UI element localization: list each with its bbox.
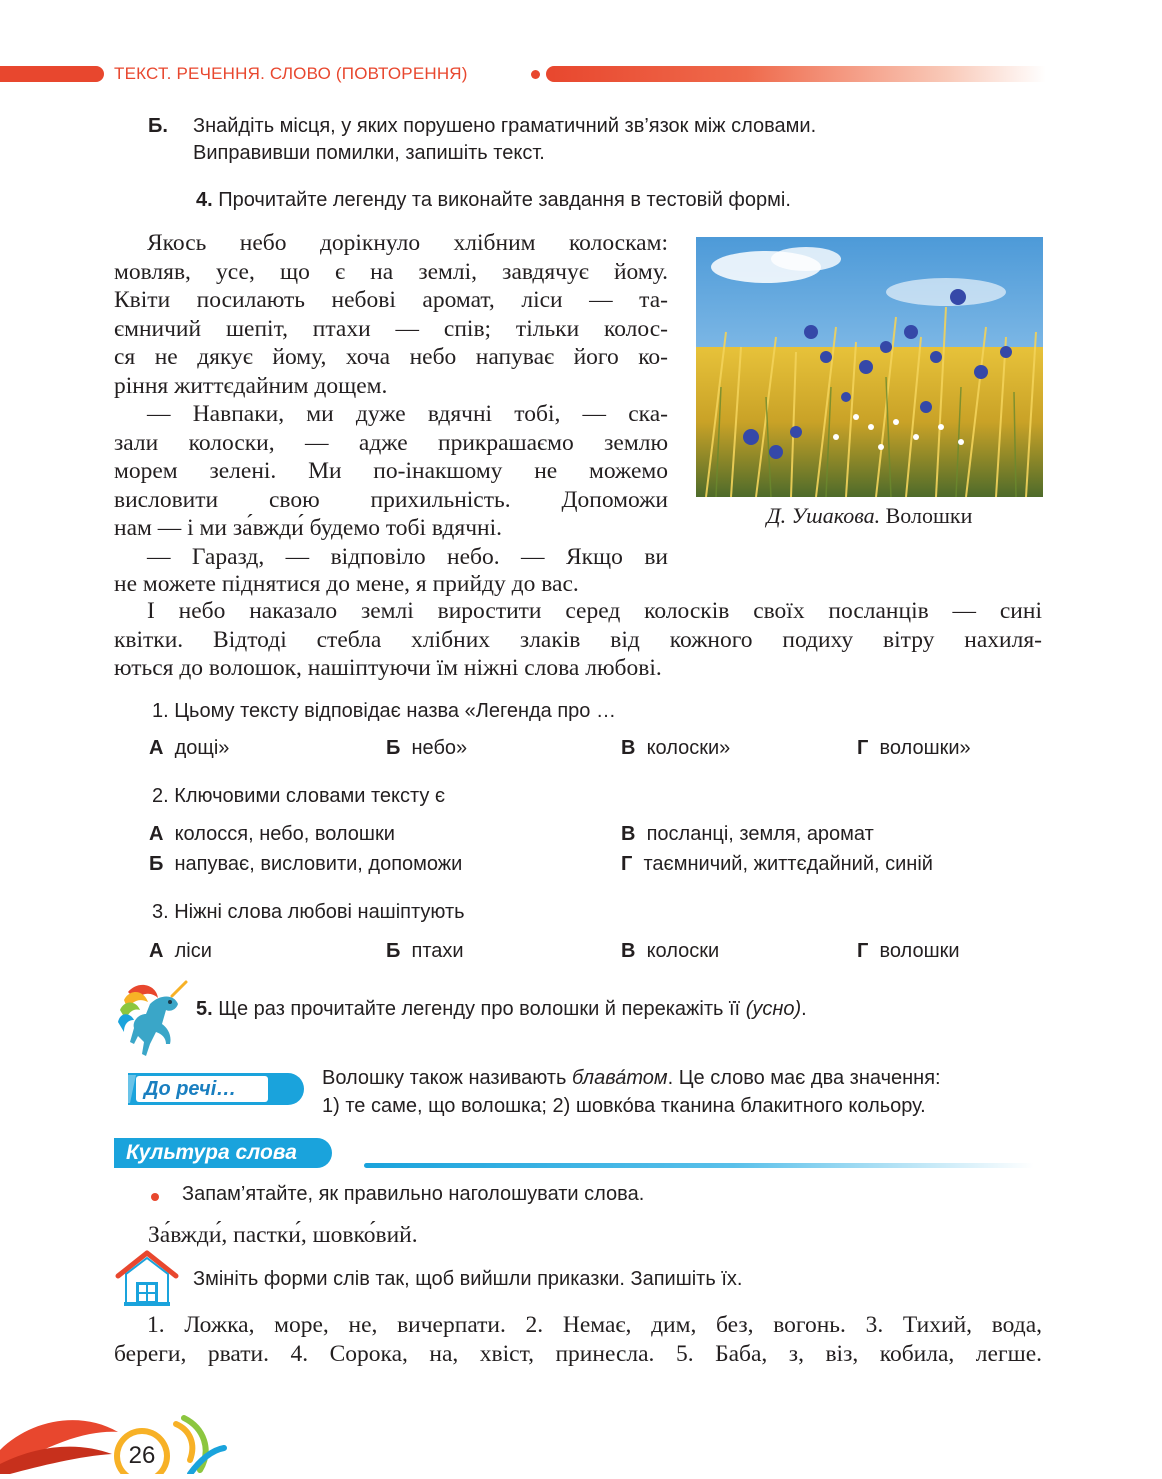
story-line: Квіти посилають небові аромат, ліси — та-: [114, 287, 668, 313]
stress-words: За́вжди́, пастки́, шовко́вий.: [148, 1222, 418, 1248]
task-b-line-2: Виправивши помилки, запишіть текст.: [193, 142, 545, 164]
legend-text-full: [114, 597, 1042, 683]
kultura-slova-label: Культура слова: [126, 1141, 297, 1164]
q1-option-h: Г волошки»: [857, 737, 971, 759]
task-4: [196, 186, 791, 215]
story-line: ріння життєдайним дощем.: [114, 372, 388, 399]
do-rechi-badge: [114, 1073, 304, 1105]
kultura-slova-badge: [114, 1138, 332, 1168]
q1-option-a: А дощі»: [149, 737, 230, 759]
do-rechi-line-2: 1) те саме, що волошка; 2) шовко́ва тканина блакитного кольору.: [322, 1095, 926, 1117]
q2-option-a: А колосся, небо, волошки: [149, 823, 395, 845]
q2-option-b: Б напуває, висловити, допоможи: [149, 853, 463, 875]
q1-option-b: Б небо»: [386, 737, 468, 759]
task-4-text: Прочитайте легенду та виконайте завдання в тестовій формі.: [218, 189, 791, 211]
story-line: ємничий шепіт, птахи — спів; тільки колос-: [114, 315, 668, 342]
homework-task: Змініть форми слів так, щоб вийшли приказки. Запишіть їх.: [193, 1268, 743, 1290]
header-stripe-left: [0, 66, 104, 82]
caption-author: Д. Ушакова.: [766, 503, 881, 528]
task-5-text: Ще раз прочитайте легенду про волошки й перекажіть її: [218, 998, 741, 1020]
do-rechi-label: До речі…: [144, 1078, 237, 1100]
task-4-number: 4.: [196, 189, 213, 211]
story-line: мовляв, усе, що є на землі, завдячує йому.: [114, 258, 668, 285]
story-line: висловити свою прихильність. Допоможи: [114, 486, 668, 513]
cornflowers-painting: [696, 237, 1043, 497]
header-dot: [531, 70, 540, 79]
legend-text-column: [114, 229, 668, 571]
bullet-dot: [151, 1193, 159, 1201]
q2-option-h: Г таємничий, життєдайний, синій: [621, 853, 933, 875]
caption-title: Волошки: [885, 503, 973, 528]
kultura-slova-divider: [364, 1163, 1034, 1168]
story-line: квітки. Відтоді стебла хлібних злаків від кожного подиху вітру нахиля-: [114, 626, 1042, 653]
q3-option-h: Г волошки: [857, 940, 960, 962]
page-number-emblem: [0, 1380, 230, 1474]
story-line: зали колоски, — адже прикрашаємо землю: [114, 429, 668, 456]
painting-caption: [696, 503, 1043, 529]
story-line: морем зелені. Ми по-інакшому не можемо: [114, 458, 668, 484]
do-rechi-line-1: Волошку також називають блава́том. Це слово має два значення:: [322, 1067, 941, 1089]
story-line: ються до волошок, нашіптуючи їм ніжні слова любові.: [114, 655, 662, 681]
story-line: ся не дякує йому, хоча небо напуває його ко-: [114, 344, 668, 370]
story-line: — Навпаки, ми дуже вдячні тобі, — ска-: [147, 401, 668, 427]
question-3: 3. Ніжні слова любові нашіптують: [152, 901, 465, 923]
q1-option-v: В колоски»: [621, 737, 731, 759]
kultura-bullet-text: Запам’ятайте, як правильно наголошувати слова.: [182, 1183, 645, 1205]
story-line: І небо наказало землі виростити серед колосків своїх посланців — сині: [147, 598, 1042, 624]
q2-option-v: В посланці, земля, аромат: [621, 823, 874, 845]
task-5-note: (усно): [745, 998, 802, 1020]
unicorn-icon: [110, 978, 190, 1060]
task-b-label: Б.: [148, 115, 168, 137]
story-line: нам — і ми за́вжди́ будемо тобі вдячні.: [114, 515, 502, 541]
story-line: Якось небо дорікнуло хлібним колоскам:: [147, 230, 668, 256]
section-title: ТЕКСТ. РЕЧЕННЯ. СЛОВО (ПОВТОРЕННЯ): [114, 64, 468, 83]
page-number: 26: [128, 1442, 156, 1469]
task-5-number: 5.: [196, 998, 213, 1020]
house-icon: [114, 1250, 180, 1306]
q3-option-a: А ліси: [149, 940, 212, 962]
homework-words: 1. Ложка, море, не, вичерпати. 2. Немає, дим, без, вогонь. 3. Тихий, вода, береги, рвати. 4. Сорока, на, хвіст, принесла. 5. Баба, з, віз, кобила, легше.: [114, 1312, 1042, 1367]
question-1: 1. Цьому тексту відповідає назва «Легенда про …: [152, 700, 616, 722]
q3-option-v: В колоски: [621, 940, 720, 962]
q3-option-b: Б птахи: [386, 940, 464, 962]
task-b-line-1: Знайдіть місця, у яких порушено граматичний зв’язок між словами.: [193, 115, 817, 137]
story-line: не можете піднятися до мене, я прийду до вас.: [114, 571, 579, 597]
story-line: — Гаразд, — відповіло небо. — Якщо ви: [147, 543, 668, 570]
question-2: 2. Ключовими словами тексту є: [152, 785, 446, 807]
header-stripe-right: [546, 66, 1046, 82]
task-5: 5. Ще раз прочитайте легенду про волошки й перекажіть її (усно).: [196, 998, 807, 1020]
